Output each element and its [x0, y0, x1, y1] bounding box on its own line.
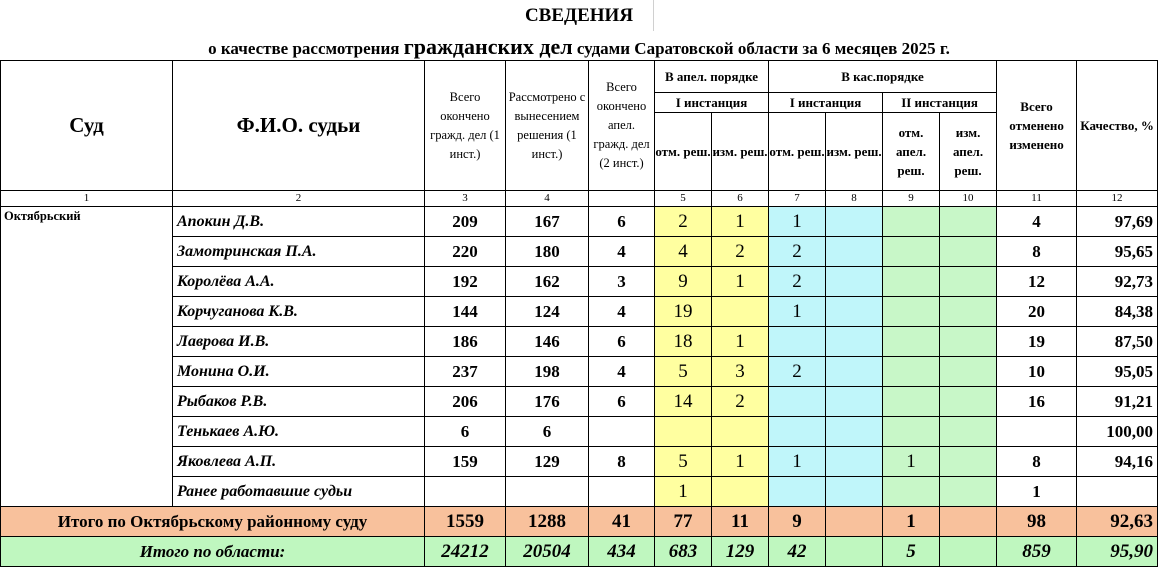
judge-name: Ранее работавшие судьи	[173, 477, 425, 507]
total-cell	[826, 507, 883, 537]
value-cell: 2	[769, 357, 826, 387]
region-total-row	[1, 537, 1158, 567]
value-cell: 4	[997, 207, 1077, 237]
col-number: 5	[655, 191, 712, 207]
value-cell: 1	[712, 267, 769, 297]
value-cell	[712, 417, 769, 447]
value-cell: 6	[506, 417, 589, 447]
col-number: 7	[769, 191, 826, 207]
value-cell: 1	[712, 207, 769, 237]
table-row	[1, 477, 1158, 507]
value-cell	[940, 237, 997, 267]
table-row	[1, 207, 1158, 237]
value-cell: 3	[712, 357, 769, 387]
col-number: 4	[506, 191, 589, 207]
quality-cell: 91,21	[1077, 387, 1158, 417]
value-cell: 6	[589, 387, 655, 417]
table-row	[1, 417, 1158, 447]
value-cell	[826, 357, 883, 387]
header-inst1: I инстанция	[655, 93, 769, 113]
value-cell	[940, 327, 997, 357]
value-cell: 12	[997, 267, 1077, 297]
value-cell: 2	[655, 207, 712, 237]
value-cell: 18	[655, 327, 712, 357]
value-cell: 19	[655, 297, 712, 327]
value-cell	[712, 297, 769, 327]
value-cell	[940, 477, 997, 507]
judge-name: Корчуганова К.В.	[173, 297, 425, 327]
value-cell: 4	[589, 237, 655, 267]
header-otm-cass: отм. реш.	[769, 113, 826, 191]
value-cell: 167	[506, 207, 589, 237]
value-cell: 10	[997, 357, 1077, 387]
header-otm-apel: отм. апел. реш.	[883, 113, 940, 191]
table-row	[1, 237, 1158, 267]
value-cell	[883, 387, 940, 417]
col-number: 6	[712, 191, 769, 207]
value-cell: 16	[997, 387, 1077, 417]
value-cell	[589, 417, 655, 447]
value-cell: 3	[589, 267, 655, 297]
table-row	[1, 327, 1158, 357]
value-cell	[883, 207, 940, 237]
header-considered: Рассмотрено с вынесением решения (1 инст.)	[506, 61, 589, 191]
value-cell	[826, 267, 883, 297]
value-cell	[883, 297, 940, 327]
value-cell: 2	[712, 237, 769, 267]
value-cell: 4	[589, 357, 655, 387]
judge-name: Апокин Д.В.	[173, 207, 425, 237]
table-row	[1, 387, 1158, 417]
value-cell	[940, 267, 997, 297]
col-number: 2	[173, 191, 425, 207]
value-cell: 186	[425, 327, 506, 357]
value-cell: 1	[712, 327, 769, 357]
header-otm: отм. реш.	[655, 113, 712, 191]
value-cell: 129	[506, 447, 589, 477]
judge-name: Королёва А.А.	[173, 267, 425, 297]
value-cell	[940, 297, 997, 327]
value-cell: 14	[655, 387, 712, 417]
total-cell: 11	[712, 507, 769, 537]
col-number: 3	[425, 191, 506, 207]
total-label: Итого по Октябрьскому районному суду	[1, 507, 425, 537]
value-cell: 4	[589, 297, 655, 327]
header-quality: Качество, %	[1077, 61, 1158, 191]
value-cell	[826, 417, 883, 447]
value-cell	[940, 207, 997, 237]
header-cass-group: В кас.порядке	[769, 61, 997, 93]
value-cell: 1	[769, 447, 826, 477]
value-cell: 144	[425, 297, 506, 327]
value-cell: 4	[655, 237, 712, 267]
value-cell: 180	[506, 237, 589, 267]
col-number: 1	[1, 191, 173, 207]
header-court: Суд	[1, 61, 173, 191]
value-cell: 1	[655, 477, 712, 507]
value-cell	[655, 417, 712, 447]
value-cell: 176	[506, 387, 589, 417]
quality-cell: 95,65	[1077, 237, 1158, 267]
value-cell: 20	[997, 297, 1077, 327]
value-cell: 1	[997, 477, 1077, 507]
table-row	[1, 267, 1158, 297]
total-cell: 1559	[425, 507, 506, 537]
col-number: 12	[1077, 191, 1158, 207]
value-cell	[769, 327, 826, 357]
col-number: 8	[826, 191, 883, 207]
region-quality: 95,90	[1077, 537, 1158, 567]
judge-name: Лаврова И.В.	[173, 327, 425, 357]
quality-cell: 94,16	[1077, 447, 1158, 477]
total-cell: 1288	[506, 507, 589, 537]
header-appeal-group: В апел. порядке	[655, 61, 769, 93]
value-cell: 192	[425, 267, 506, 297]
value-cell: 2	[769, 267, 826, 297]
quality-cell: 100,00	[1077, 417, 1158, 447]
region-cell: 5	[883, 537, 940, 567]
value-cell: 5	[655, 357, 712, 387]
value-cell: 146	[506, 327, 589, 357]
quality-cell: 97,69	[1077, 207, 1158, 237]
header-izm-cass: изм. реш.	[826, 113, 883, 191]
col-number: 10	[940, 191, 997, 207]
quality-cell: 84,38	[1077, 297, 1158, 327]
quality-cell: 87,50	[1077, 327, 1158, 357]
judge-name: Замотринская П.А.	[173, 237, 425, 267]
quality-cell: 92,73	[1077, 267, 1158, 297]
total-cell: 41	[589, 507, 655, 537]
judge-name: Монина О.И.	[173, 357, 425, 387]
quality-table	[0, 60, 1158, 567]
value-cell: 1	[883, 447, 940, 477]
document-subtitle	[0, 33, 1158, 61]
region-label: Итого по области:	[1, 537, 425, 567]
total-cell: 77	[655, 507, 712, 537]
value-cell: 19	[997, 327, 1077, 357]
region-cell: 859	[997, 537, 1077, 567]
header-inst1-cass: I инстанция	[769, 93, 883, 113]
value-cell	[826, 327, 883, 357]
quality-cell: 95,05	[1077, 357, 1158, 387]
region-cell: 20504	[506, 537, 589, 567]
subtitle-part-2: гражданских дел	[403, 34, 573, 59]
judge-name: Тенькаев А.Ю.	[173, 417, 425, 447]
header-judge: Ф.И.О. судьи	[173, 61, 425, 191]
value-cell: 2	[769, 237, 826, 267]
value-cell: 237	[425, 357, 506, 387]
col-number	[589, 191, 655, 207]
value-cell: 1	[769, 297, 826, 327]
value-cell	[506, 477, 589, 507]
value-cell	[425, 477, 506, 507]
region-cell	[826, 537, 883, 567]
value-cell	[589, 477, 655, 507]
header-total-changed: Всего отменено изменено	[997, 61, 1077, 191]
value-cell: 5	[655, 447, 712, 477]
value-cell	[997, 417, 1077, 447]
value-cell	[826, 297, 883, 327]
title-divider	[653, 0, 654, 31]
region-cell	[940, 537, 997, 567]
value-cell: 209	[425, 207, 506, 237]
col-number: 9	[883, 191, 940, 207]
value-cell: 1	[712, 447, 769, 477]
value-cell	[883, 267, 940, 297]
court-name: Октябрьский	[1, 207, 173, 507]
header-inst2-cass: II инстанция	[883, 93, 997, 113]
value-cell	[712, 477, 769, 507]
value-cell	[883, 477, 940, 507]
region-cell: 434	[589, 537, 655, 567]
value-cell: 206	[425, 387, 506, 417]
document-title: СВЕДЕНИЯ	[524, 5, 634, 26]
value-cell: 159	[425, 447, 506, 477]
value-cell	[826, 387, 883, 417]
table-row	[1, 357, 1158, 387]
region-cell: 683	[655, 537, 712, 567]
value-cell: 2	[712, 387, 769, 417]
value-cell: 6	[425, 417, 506, 447]
total-cell	[940, 507, 997, 537]
value-cell	[769, 477, 826, 507]
table-body	[1, 207, 1158, 507]
value-cell	[940, 417, 997, 447]
region-cell: 42	[769, 537, 826, 567]
value-cell: 220	[425, 237, 506, 267]
region-cell: 24212	[425, 537, 506, 567]
header-izm: изм. реш.	[712, 113, 769, 191]
table-row	[1, 297, 1158, 327]
value-cell: 1	[769, 207, 826, 237]
subtitle-part-1: о качестве рассмотрения	[208, 39, 404, 58]
value-cell: 162	[506, 267, 589, 297]
header-izm-apel: изм. апел. реш.	[940, 113, 997, 191]
value-cell: 124	[506, 297, 589, 327]
court-total-row	[1, 507, 1158, 537]
total-cell: 9	[769, 507, 826, 537]
value-cell	[826, 447, 883, 477]
value-cell	[769, 387, 826, 417]
value-cell: 198	[506, 357, 589, 387]
value-cell: 6	[589, 327, 655, 357]
header-appeal-finished: Всего окончено апел. гражд. дел (2 инст.)	[589, 61, 655, 191]
value-cell	[883, 237, 940, 267]
value-cell	[826, 207, 883, 237]
region-cell: 129	[712, 537, 769, 567]
table-row	[1, 447, 1158, 477]
total-quality: 92,63	[1077, 507, 1158, 537]
value-cell	[940, 387, 997, 417]
header-total-finished: Всего окончено гражд. дел (1 инст.)	[425, 61, 506, 191]
subtitle-part-3: судами Саратовской области за 6 месяцев 2025 г.	[572, 39, 950, 58]
value-cell	[940, 447, 997, 477]
judge-name: Яковлева А.П.	[173, 447, 425, 477]
value-cell: 8	[997, 237, 1077, 267]
quality-cell	[1077, 477, 1158, 507]
total-cell: 1	[883, 507, 940, 537]
value-cell	[883, 357, 940, 387]
value-cell	[826, 477, 883, 507]
col-number: 11	[997, 191, 1077, 207]
value-cell: 8	[997, 447, 1077, 477]
judge-name: Рыбаков Р.В.	[173, 387, 425, 417]
total-cell: 98	[997, 507, 1077, 537]
value-cell	[769, 417, 826, 447]
value-cell	[826, 237, 883, 267]
value-cell	[940, 357, 997, 387]
value-cell: 6	[589, 207, 655, 237]
value-cell: 9	[655, 267, 712, 297]
value-cell	[883, 327, 940, 357]
value-cell: 8	[589, 447, 655, 477]
value-cell	[883, 417, 940, 447]
